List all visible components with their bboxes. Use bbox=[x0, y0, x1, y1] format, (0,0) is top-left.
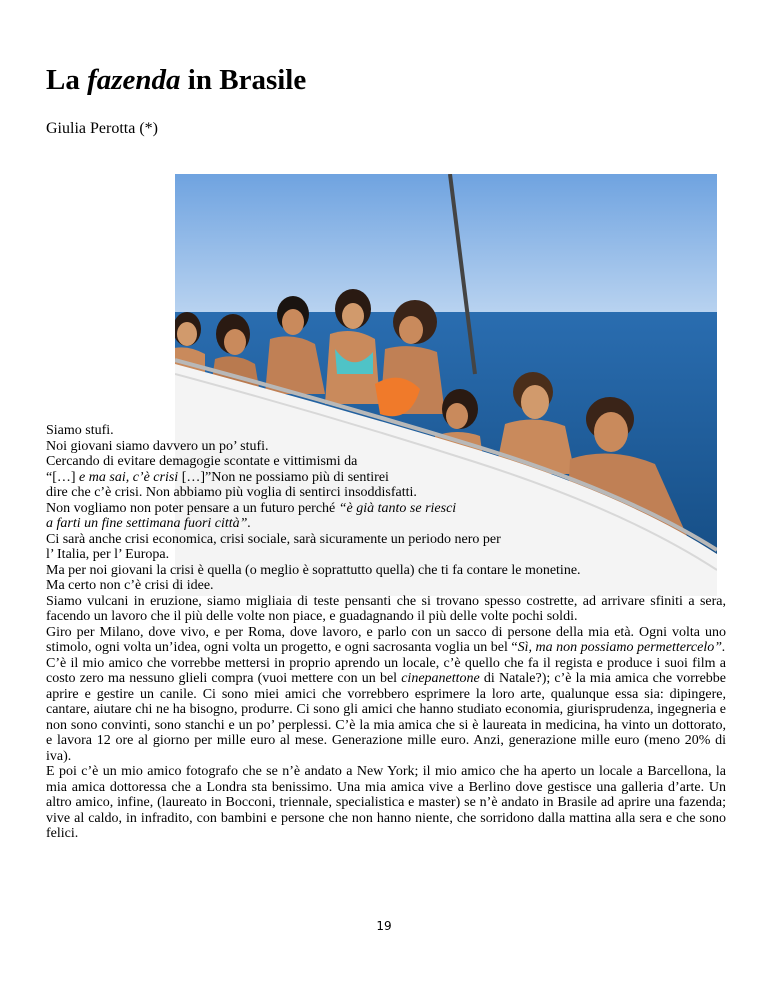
paragraph bbox=[46, 625, 726, 656]
paragraph bbox=[46, 656, 726, 765]
paragraph-text: Giro per Milano, dove vivo, e per Roma, dove lavoro, e parlo con un sacco di persone della mia età. Ogni volta uno stimolo, ogni volta un’idea, ogni volta un progetto, e ogni sacrosanta voglia un bel “ bbox=[46, 624, 726, 655]
body-line: Ci sarà anche crisi economica, crisi sociale, sarà sicuramente un periodo nero per bbox=[46, 531, 501, 547]
body-line bbox=[46, 501, 726, 517]
quote-close: […]”Non ne possiamo più di sentirei bbox=[178, 469, 389, 485]
article-body bbox=[46, 423, 726, 842]
paragraph: E poi c’è un mio amico fotografo che se n’è andato a New York; il mio amico che ha aperto un locale a Barcellona, la mia amica dottoressa che a Londra sta benissimo. Una mia amica vive a Berlino dove gestisce una galleria d’arte. Un altro amico, infine, (laureato in Bocconi, triennale, specialistica e master) se n’è andato in Brasile ad aprire una fazenda; vive al caldo, in infradito, con bambini e persone che non hanno niente, che sorridono dalla mattina alla sera e che sono felici. bbox=[46, 764, 726, 841]
title-end: in Brasile bbox=[187, 64, 307, 96]
body-line: Siamo stufi. bbox=[46, 423, 114, 438]
quote-open: “[…] bbox=[46, 469, 80, 485]
title-italic: fazenda bbox=[87, 64, 181, 96]
body-line: l’ Italia, per l’ Europa. bbox=[46, 547, 170, 562]
body-line: dire che c’è crisi. Non abbiamo più voglia di sentirci insoddisfatti. bbox=[46, 485, 417, 500]
body-line: Ma certo non c’è crisi di idee. bbox=[46, 578, 214, 593]
paragraph: Siamo vulcani in eruzione, siamo migliaia di teste pensanti che si trovano spesso costrette, ad arrivare sfiniti a sera, facendo un lavoro che il più delle volte non piace, e guadagnando il più delle volte pochi soldi. bbox=[46, 593, 726, 624]
body-line: Cercando di evitare demagogie scontate e vittimismi da bbox=[46, 454, 358, 469]
sky bbox=[175, 174, 717, 314]
article-title bbox=[46, 66, 306, 95]
body-text: Non vogliamo non poter pensare a un futuro perché bbox=[46, 500, 339, 516]
paragraph-text: di Natale?); c’è la mia amica che vorrebbe aprire e gestire un canile. Ci sono miei amici che vorrebbero esprimere la loro arte, qualunque essa sia: dipingere, cantare, aiutare chi ne ha bisogno, produrre. Ci sono gli amici che hanno studiato economia, giurisprudenza, ingegneria e non sono convinti, sono stanchi e un po’ perplessi. C’è la mia amica che si è laureata in medicina, ha vinto un dottorato, e lavora 12 ore al giorno per mille euro al mese. Generazione mille euro. Anzi, generazione mille euro (meno 20% di iva). bbox=[46, 671, 727, 764]
body-italic: a farti un fine settimana fuori città”. bbox=[46, 516, 251, 531]
quote-italic: e ma sai, c’è crisi bbox=[79, 469, 179, 485]
paragraph-italic: cinepanettone bbox=[401, 671, 480, 686]
body-italic: “è già tanto se riesci bbox=[338, 500, 457, 516]
article-author: Giulia Perotta (*) bbox=[46, 120, 158, 137]
body-line bbox=[46, 516, 726, 532]
title-start: La bbox=[46, 64, 80, 96]
body-line: Noi giovani siamo davvero un po’ stufi. bbox=[46, 438, 269, 454]
paragraph-text: C’è il mio amico che vorrebbe mettersi in proprio aprendo un locale, c’è quello che fa il regista e produce i suoi film a costo zero ma nessuno glieli compra (vuoi mettere con un bel bbox=[46, 655, 726, 686]
body-line: Ma per noi giovani la crisi è quella (o meglio è soprattutto quella) che ti fa contare le monetine. bbox=[46, 562, 581, 578]
page-number: 19 bbox=[376, 919, 392, 933]
paragraph-italic: Sì, ma non possiamo permettercelo”. bbox=[517, 640, 726, 655]
body-line bbox=[46, 470, 726, 486]
